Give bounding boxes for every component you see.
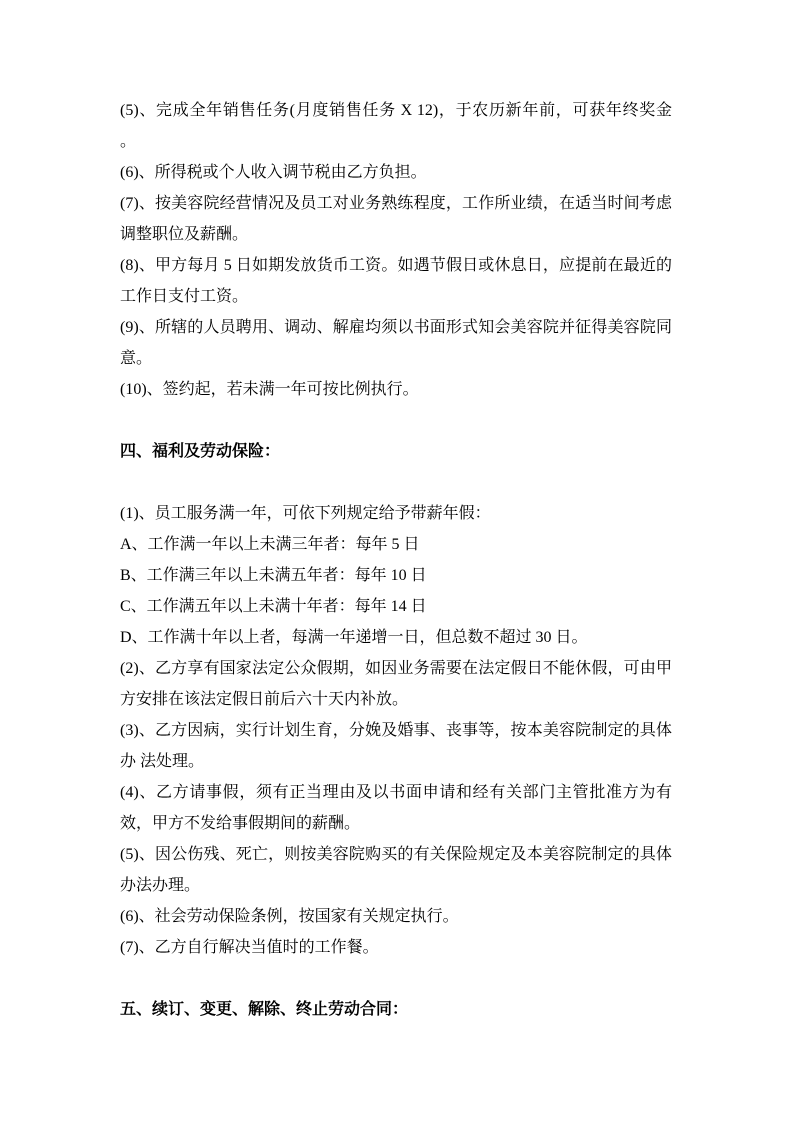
welfare-clause-5: (5)、因公伤残、死亡，则按美容院购买的有关保险规定及本美容院制定的具体办法办理。 — [120, 846, 672, 894]
salary-clause-6: (6)、所得税或个人收入调节税由乙方负担。 — [120, 164, 427, 181]
section-heading-welfare: 四、福利及劳动保险： — [120, 443, 281, 460]
welfare-clause-1b: B、工作满三年以上未满五年者：每年 10 日 — [120, 567, 427, 584]
welfare-clause-3: (3)、乙方因病，实行计划生育，分娩及婚事、丧事等，按本美容院制定的具体办 法处理。 — [120, 722, 672, 770]
salary-clause-10: (10)、签约起，若未满一年可按比例执行。 — [120, 381, 419, 398]
section-heading-contract-change: 五、续订、变更、解除、终止劳动合同： — [120, 1001, 409, 1018]
salary-clause-8: (8)、甲方每月 5 日如期发放货币工资。如遇节假日或休息日，应提前在最近的工作日支付工资。 — [120, 257, 672, 305]
welfare-clause-1a: A、工作满一年以上未满三年者：每年 5 日 — [120, 536, 420, 553]
welfare-clause-7: (7)、乙方自行解决当值时的工作餐。 — [120, 939, 379, 956]
salary-clause-9: (9)、所辖的人员聘用、调动、解雇均须以书面形式知会美容院并征得美容院同意。 — [120, 319, 672, 367]
welfare-clause-6: (6)、社会劳动保险条例，按国家有关规定执行。 — [120, 908, 459, 925]
welfare-clause-1: (1)、员工服务满一年，可依下列规定给予带薪年假： — [120, 505, 491, 522]
welfare-clause-4: (4)、乙方请事假，须有正当理由及以书面申请和经有关部门主管批准方为有效，甲方不发给事假期间的薪酬。 — [120, 784, 672, 832]
welfare-clause-1d: D、工作满十年以上者，每满一年递增一日，但总数不超过 30 日。 — [120, 629, 588, 646]
salary-clause-7: (7)、按美容院经营情况及员工对业务熟练程度，工作所业绩，在适当时间考虑调整职位及薪酬。 — [120, 195, 672, 243]
welfare-clause-2: (2)、乙方享有国家法定公众假期，如因业务需要在法定假日不能休假，可由甲方安排在该法定假日前后六十天内补放。 — [120, 660, 672, 708]
salary-clause-5: (5)、完成全年销售任务(月度销售任务 X 12)，于农历新年前，可获年终奖金 。 — [120, 102, 705, 150]
welfare-clause-1c: C、工作满五年以上未满十年者：每年 14 日 — [120, 598, 427, 615]
